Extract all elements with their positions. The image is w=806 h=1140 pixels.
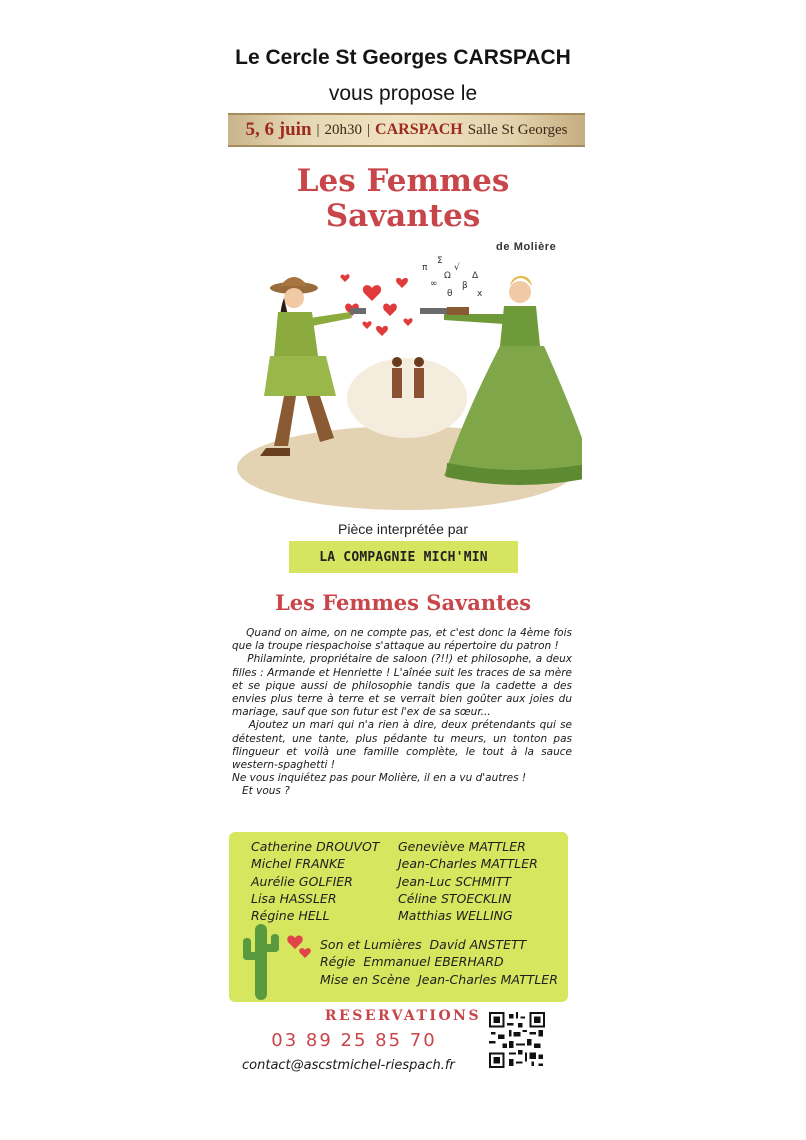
date-banner: [228, 113, 585, 147]
cast-member: Geneviève MATTLER: [398, 839, 526, 854]
play-title-line2: Savantes: [325, 198, 481, 234]
company-badge: LA COMPAGNIE MICH'MIN: [289, 541, 518, 573]
svg-text:π: π: [422, 263, 428, 273]
svg-text:θ: θ: [447, 289, 453, 299]
synopsis-title: Les Femmes Savantes: [274, 590, 532, 615]
svg-text:x: x: [477, 289, 483, 299]
play-title-line1: Les Femmes: [296, 163, 510, 199]
banner-time: 20h30: [324, 121, 363, 138]
cast-member: Aurélie GOLFIER: [251, 873, 353, 889]
svg-text:Ω: Ω: [444, 271, 451, 281]
reservations-phone[interactable]: 03 89 25 85 70: [271, 1030, 437, 1051]
synopsis-paragraph: Philaminte, propriétaire de saloon (?!!) et philosophe, a deux filles : Armande et Henriette ! L'aînée suit les traces de sa mère et se pique aussi de philosophie tandis que la cadette a des envies plus terre à terre et se verrait bien goûter aux joies du mariage, sauf que son futur est l'ex de sa sœur...: [232, 653, 576, 719]
crew-item: Régie Emmanuel EBERHARD: [320, 954, 504, 970]
svg-text:∞: ∞: [430, 279, 438, 289]
cast-member: Catherine DROUVOT: [251, 839, 380, 854]
banner-place: CARSPACH: [375, 121, 463, 138]
svg-text:Δ: Δ: [472, 271, 479, 281]
banner-dates: 5, 6 juin: [245, 119, 312, 140]
crew-list: [320, 936, 558, 988]
cast-member: Jean-Luc SCHMITT: [398, 873, 512, 889]
cast-member: Lisa HASSLER: [251, 890, 337, 906]
banner-separator: |: [367, 121, 371, 138]
svg-text:Σ: Σ: [437, 256, 443, 266]
cast-box: [229, 832, 568, 1002]
cast-member: Jean-Charles MATTLER: [398, 856, 538, 872]
svg-text:√: √: [454, 263, 460, 273]
banner-venue: Salle St Georges: [467, 121, 568, 138]
synopsis-paragraph: Ajoutez un mari qui n'a rien à dire, deux prétendants qui se détestent, une tante, plus pédante tu meurs, un tonton pas flingueur et voilà une famille complète, le tout à la sauce western-spaghetti !: [232, 719, 576, 772]
crew-item: Mise en Scène Jean-Charles MATTLER: [320, 971, 558, 987]
qr-code[interactable]: [489, 1012, 545, 1068]
cast-member: Régine HELL: [251, 908, 330, 924]
svg-text:β: β: [462, 281, 468, 291]
hearts-burst: [340, 274, 412, 336]
play-author: de Molière: [496, 241, 557, 253]
header-subtitle: vous propose le: [328, 82, 478, 105]
synopsis-paragraph: Ne vous inquiétez pas pour Molière, il en a vu d'autres !: [232, 772, 527, 785]
cast-member: Céline STOECKLIN: [398, 890, 512, 906]
performers-intro: Pièce interprétée par: [338, 521, 468, 537]
synopsis-paragraph: Et vous ?: [232, 785, 290, 798]
duel-illustration: [232, 248, 582, 510]
banner-separator: |: [316, 121, 320, 138]
crew-item: Son et Lumières David ANSTETT: [320, 937, 527, 952]
cast-member: Matthias WELLING: [398, 908, 513, 924]
synopsis-paragraph: Quand on aime, on ne compte pas, et c'est donc la 4ème fois que la troupe riespachoise s'attaque au répertoire du patron !: [232, 627, 576, 653]
reservations-label: RESERVATIONS: [324, 1008, 482, 1024]
cast-member: Michel FRANKE: [251, 856, 346, 872]
header-title: Le Cercle St Georges CARSPACH: [235, 46, 571, 69]
math-symbols: [422, 256, 483, 299]
play-title: [0, 164, 806, 234]
synopsis-text: [232, 627, 576, 799]
cast-left-column: [251, 838, 379, 924]
heart-icon: [285, 932, 317, 968]
cactus-icon: [237, 920, 285, 1000]
contact-email[interactable]: contact@ascstmichel-riespach.fr: [242, 1058, 455, 1073]
cast-right-column: [398, 838, 538, 924]
